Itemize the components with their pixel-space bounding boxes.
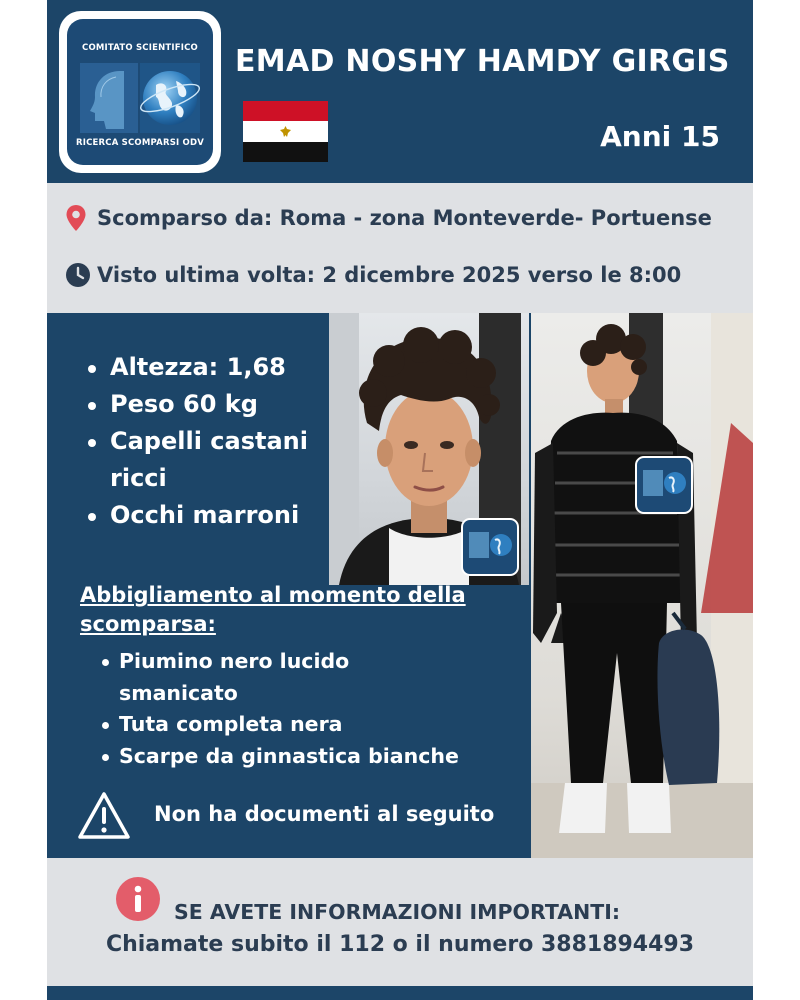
clothing-item: Piumino nero lucido smanicato	[102, 646, 462, 709]
person-age: Anni 15	[600, 120, 720, 153]
clothing-title: Abbigliamento al momento della scomparsa:	[80, 583, 466, 636]
clothing-list	[102, 646, 462, 772]
full-body-photo	[531, 313, 753, 858]
warning-icon	[77, 791, 131, 841]
clock-icon	[65, 260, 91, 290]
missing-person-poster	[47, 0, 753, 1000]
info-icon	[116, 877, 160, 921]
face-photo	[329, 313, 529, 585]
attribute-item: Capelli castani ricci	[85, 423, 325, 497]
last-seen-text: Visto ultima volta: 2 dicembre 2025 verso le 8:00	[97, 263, 682, 287]
poster-header	[47, 0, 753, 183]
organization-logo	[59, 11, 221, 173]
logo-top-text: COMITATO SCIENTIFICO	[82, 43, 198, 53]
eagle-icon	[279, 125, 292, 138]
location-pin-icon	[65, 203, 91, 233]
attribute-item: Occhi marroni	[85, 497, 325, 534]
attribute-item: Altezza: 1,68	[85, 349, 325, 386]
head-globe-icon	[80, 63, 200, 133]
watermark-logo-icon	[461, 518, 519, 576]
physical-attributes-list	[85, 349, 325, 534]
footer-strip	[47, 986, 753, 1000]
egypt-flag-icon	[243, 101, 328, 162]
logo-bottom-text: RICERCA SCOMPARSI ODV	[76, 138, 204, 148]
contact-section	[47, 858, 753, 986]
person-name: EMAD NOSHY HAMDY GIRGIS	[235, 44, 730, 79]
watermark-logo-icon	[635, 456, 693, 514]
full-body-photo-illustration	[531, 313, 753, 858]
attribute-item: Peso 60 kg	[85, 386, 325, 423]
no-documents-text: Non ha documenti al seguito	[154, 802, 495, 826]
missing-location-row	[65, 203, 712, 233]
clothing-item: Tuta completa nera	[102, 709, 462, 741]
contact-phone-line: Chiamate subito il 112 o il numero 3881894493	[105, 932, 695, 957]
last-seen-row	[65, 260, 681, 290]
description-section	[47, 313, 753, 858]
missing-location-text: Scomparso da: Roma - zona Monteverde- Portuense	[97, 206, 712, 230]
missing-info-band	[47, 183, 753, 313]
clothing-item: Scarpe da ginnastica bianche	[102, 741, 462, 773]
contact-title: SE AVETE INFORMAZIONI IMPORTANTI:	[174, 900, 621, 924]
